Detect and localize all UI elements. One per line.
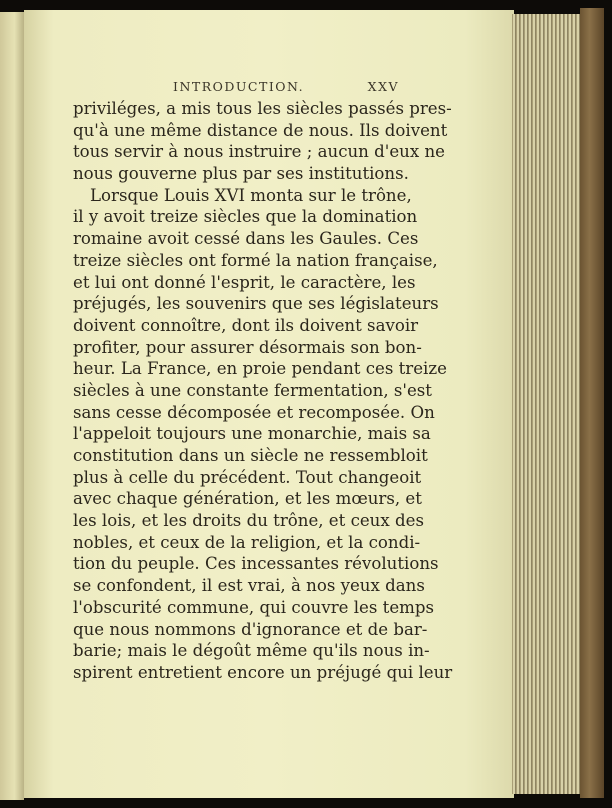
text-line: spirent entretient encore un préjugé qui leur (73, 662, 453, 682)
text-line: priviléges, a mis tous les siècles passés pres- (73, 99, 452, 118)
text-line: l'obscurité commune, qui couvre les temps (73, 597, 435, 617)
text-line: l'appeloit toujours une monarchie, mais sa (73, 424, 431, 444)
text-line: tous servir à nous instruire ; aucun d'eux ne (73, 142, 445, 162)
text-line: heur. La France, en proie pendant ces treize (73, 359, 447, 379)
page-edges (512, 14, 582, 794)
page-number: XXV (367, 79, 399, 94)
text-line: plus à celle du précédent. Tout changeoit (73, 467, 422, 487)
text-line: les lois, et les droits du trône, et ceux des (73, 511, 424, 531)
body-text (73, 98, 453, 684)
text-line: se confondent, il est vrai, à nos yeux dans (73, 576, 425, 596)
text-line: et lui ont donné l'esprit, le caractère, les (73, 272, 416, 292)
text-line: romaine avoit cessé dans les Gaules. Ces (73, 229, 419, 249)
text-line: nous gouverne plus par ses institutions. (73, 164, 409, 184)
text-line: nobles, et ceux de la religion, et la condi- (73, 532, 421, 552)
text-line: barie; mais le dégoût même qu'ils nous in- (73, 641, 430, 661)
book-cover (580, 8, 604, 798)
text-line: treize siècles ont formé la nation française, (73, 250, 438, 270)
text-line: que nous nommons d'ignorance et de bar- (73, 619, 428, 639)
text-line: Lorsque Louis XVI monta sur le trône, (90, 185, 412, 205)
text-line: profiter, pour assurer désormais son bon- (73, 337, 422, 357)
text-line: tion du peuple. Ces incessantes révolutions (73, 554, 439, 574)
running-title: INTRODUCTION. (173, 79, 305, 94)
text-line: sans cesse décomposée et recomposée. On (73, 402, 435, 422)
text-line: il y avoit treize siècles que la domination (73, 207, 418, 227)
facing-page-edge (0, 12, 24, 800)
text-line: doivent connoître, dont ils doivent savoir (73, 315, 419, 335)
running-header (173, 79, 399, 94)
text-line: siècles à une constante fermentation, s'est (73, 380, 432, 400)
text-line: avec chaque génération, et les mœurs, et (73, 489, 422, 509)
text-line: préjugés, les souvenirs que ses législateurs (73, 294, 439, 314)
text-line: constitution dans un siècle ne ressembloit (73, 446, 428, 465)
text-line: qu'à une même distance de nous. Ils doivent (73, 120, 448, 140)
